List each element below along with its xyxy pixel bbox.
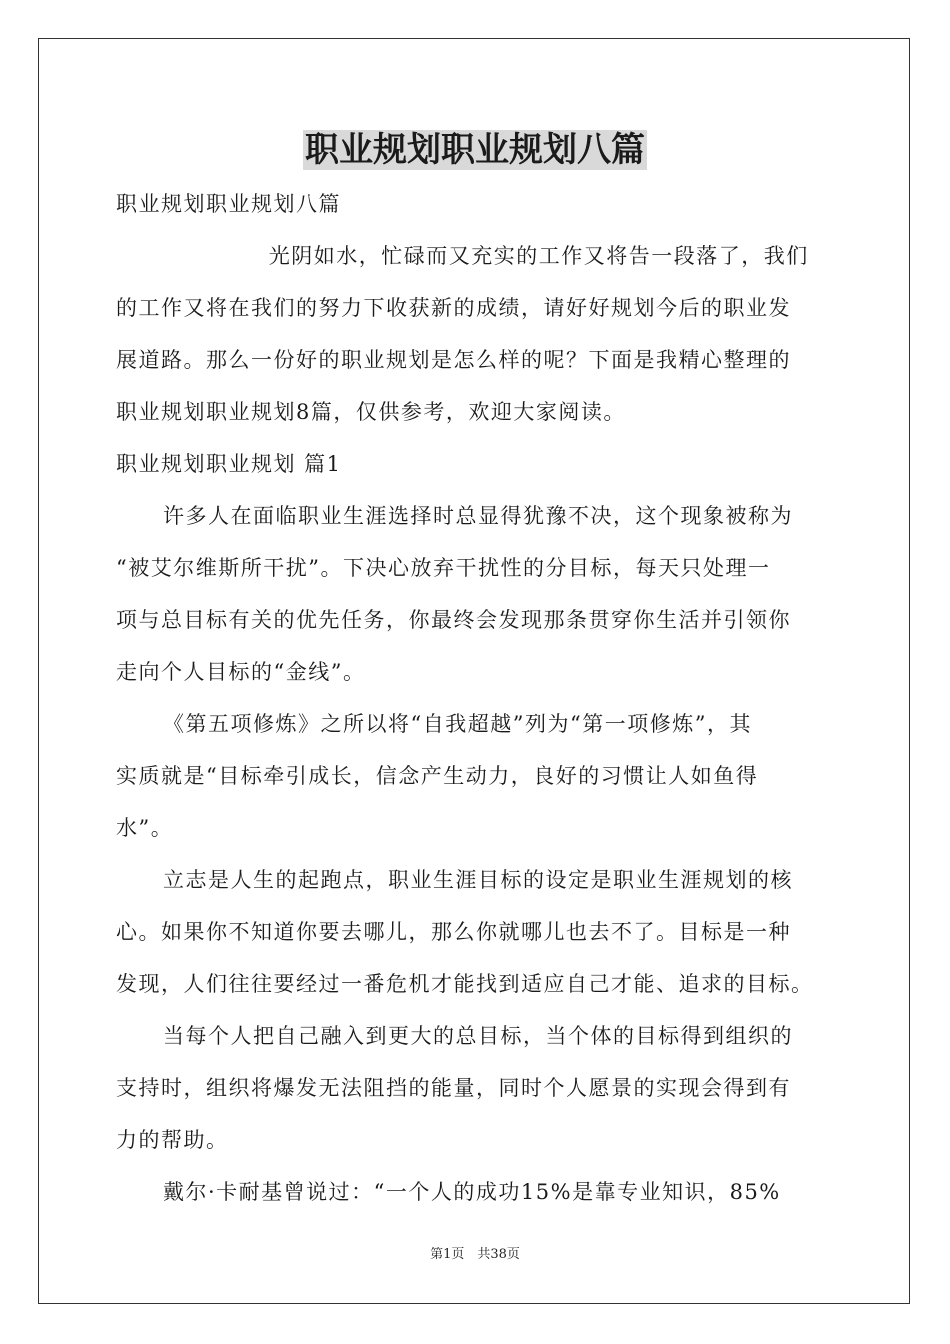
text-line: 支持时，组织将爆发无法阻挡的能量，同时个人愿景的实现会得到有 — [116, 1076, 791, 1100]
text-line: 项与总目标有关的优先任务，你最终会发现那条贯穿你生活并引领你 — [116, 608, 791, 632]
text-line: 戴尔·卡耐基曾说过：“一个人的成功15%是靠专业知识，85% — [163, 1180, 781, 1204]
text-line: 许多人在面临职业生涯选择时总显得犹豫不决，这个现象被称为 — [163, 504, 793, 528]
text-line: 展道路。那么一份好的职业规划是怎么样的呢？下面是我精心整理的 — [116, 348, 791, 372]
text-line: 职业规划职业规划8篇，仅供参考，欢迎大家阅读。 — [116, 400, 626, 424]
document-title-text: 职业规划职业规划八篇 — [305, 130, 645, 170]
text-line: 当每个人把自己融入到更大的总目标，当个体的目标得到组织的 — [163, 1024, 793, 1048]
text-line: 发现，人们往往要经过一番危机才能找到适应自己才能、追求的目标。 — [116, 972, 814, 996]
text-line: 光阴如水，忙碌而又充实的工作又将告一段落了，我们 — [268, 244, 809, 268]
text-line: 职业规划职业规划八篇 — [116, 192, 341, 216]
text-line: 职业规划职业规划 篇1 — [116, 452, 342, 476]
text-line: 走向个人目标的“金线”。 — [116, 660, 366, 684]
text-line: 立志是人生的起跑点，职业生涯目标的设定是职业生涯规划的核 — [163, 868, 793, 892]
text-line: 心。如果你不知道你要去哪儿，那么你就哪儿也去不了。目标是一种 — [116, 920, 791, 944]
document-title — [0, 128, 950, 172]
text-line: “被艾尔维斯所干扰”。下决心放弃干扰性的分目标，每天只处理一 — [116, 556, 771, 580]
text-line: 力的帮助。 — [116, 1128, 229, 1152]
text-line: 《第五项修炼》之所以将“自我超越”列为“第一项修炼”，其 — [163, 712, 752, 736]
text-line: 实质就是“目标牵引成长，信念产生动力，良好的习惯让人如鱼得 — [116, 764, 759, 788]
text-line: 的工作又将在我们的努力下收获新的成绩，请好好规划今后的职业发 — [116, 296, 791, 320]
page-number-footer: 第1页 共38页 — [430, 1247, 520, 1262]
text-line: 水”。 — [116, 816, 174, 840]
document-body — [116, 178, 836, 1218]
